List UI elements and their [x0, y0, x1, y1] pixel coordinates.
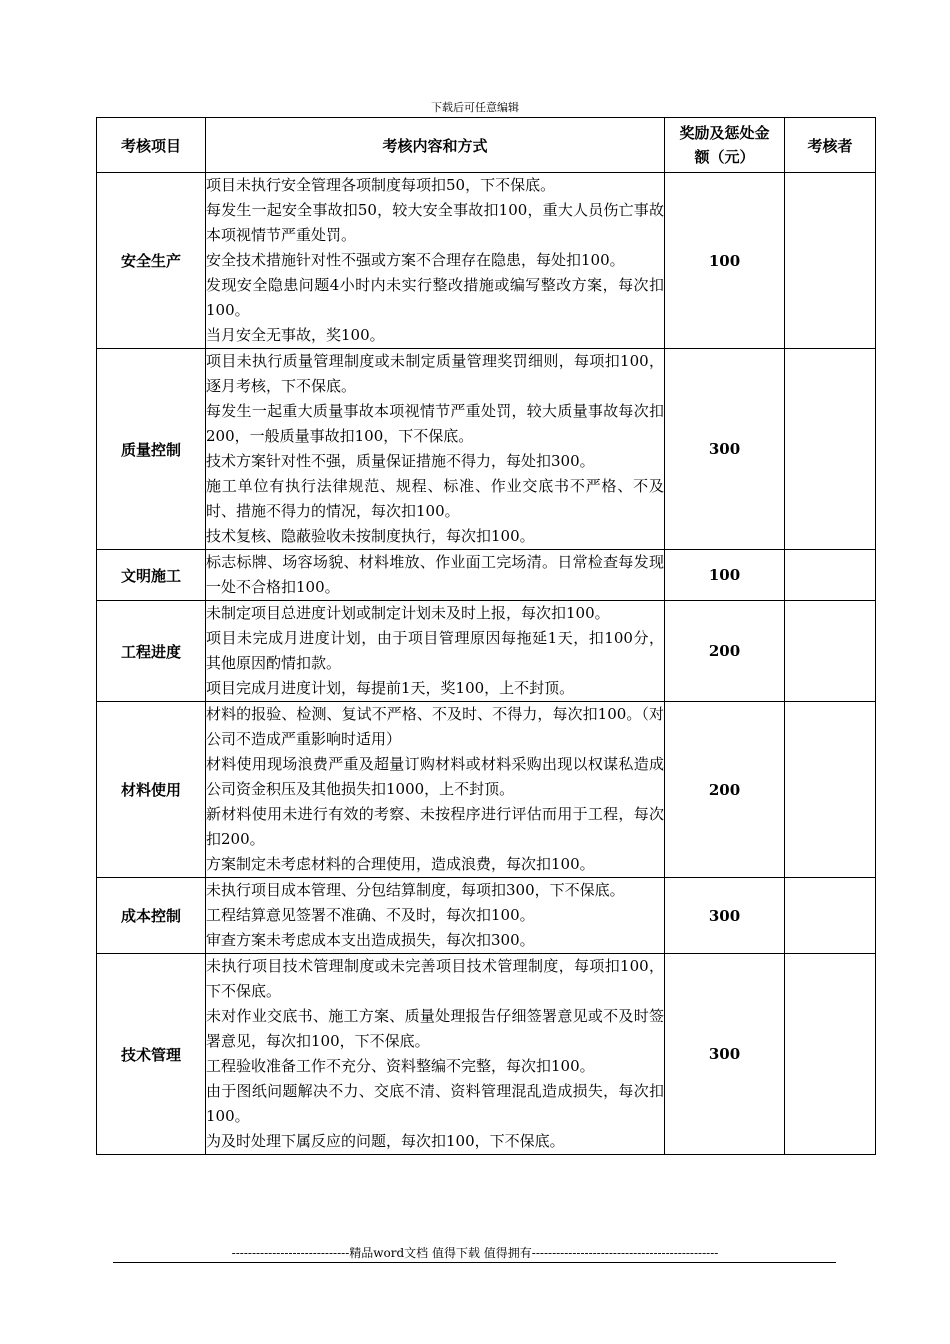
row-amount: 100: [665, 550, 785, 601]
header-amount: 奖励及惩处金额（元）: [665, 118, 785, 173]
row-amount: 300: [665, 954, 785, 1155]
table-row: [97, 702, 876, 878]
content-line: 为及时处理下属反应的问题，每次扣100，下不保底。: [206, 1132, 565, 1150]
header-content: 考核内容和方式: [206, 118, 665, 173]
row-assessor: [785, 173, 876, 349]
content-line: 项目未完成月进度计划，由于项目管理原因每拖延1天，扣100分，其他原因酌情扣款。: [206, 629, 664, 672]
content-line: 发现安全隐患问题4小时内未实行整改措施或编写整改方案，每次扣100。: [206, 276, 664, 319]
content-line: 工程结算意见签署不准确、不及时，每次扣100。: [206, 906, 535, 924]
row-content: [206, 349, 665, 550]
row-item-label: 安全生产: [97, 173, 206, 349]
row-item-label: 文明施工: [97, 550, 206, 601]
row-content: [206, 173, 665, 349]
row-amount: 200: [665, 702, 785, 878]
row-assessor: [785, 550, 876, 601]
row-item-label: 材料使用: [97, 702, 206, 878]
content-line: 项目完成月进度计划，每提前1天，奖100，上不封顶。: [206, 679, 575, 697]
row-content: [206, 550, 665, 601]
row-item-label: 成本控制: [97, 878, 206, 954]
row-amount: 300: [665, 878, 785, 954]
content-line: 未执行项目成本管理、分包结算制度，每项扣300，下不保底。: [206, 881, 625, 899]
row-assessor: [785, 878, 876, 954]
footer-divider: [113, 1262, 836, 1263]
row-content: [206, 702, 665, 878]
content-line: 项目未执行安全管理各项制度每项扣50，下不保底。: [206, 176, 556, 194]
header-item: 考核项目: [97, 118, 206, 173]
row-content: [206, 601, 665, 702]
row-assessor: [785, 702, 876, 878]
content-line: 项目未执行质量管理制度或未制定质量管理奖罚细则，每项扣100，逐月考核，下不保底。: [206, 352, 664, 395]
content-line: 材料的报验、检测、复试不严格、不及时、不得力，每次扣100。（对公司不造成严重影响时适用）: [206, 705, 664, 748]
content-line: 审查方案未考虑成本支出造成损失，每次扣300。: [206, 931, 535, 949]
assessment-table: [96, 117, 876, 1155]
content-line: 材料使用现场浪费严重及超量订购材料或材料采购出现以权谋私造成公司资金积压及其他损失扣1000，上不封顶。: [206, 755, 664, 798]
row-item-label: 工程进度: [97, 601, 206, 702]
table-header-row: [97, 118, 876, 173]
content-line: 安全技术措施针对性不强或方案不合理存在隐患，每处扣100。: [206, 251, 625, 269]
content-line: 技术方案针对性不强，质量保证措施不得力，每处扣300。: [206, 452, 595, 470]
header-note: 下载后可任意编辑: [431, 101, 519, 114]
header-assessor: 考核者: [785, 118, 876, 173]
table-row: [97, 954, 876, 1155]
content-line: 施工单位有执行法律规范、规程、标准、作业交底书不严格、不及时、措施不得力的情况，每次扣100。: [206, 477, 664, 520]
table-row: [97, 173, 876, 349]
row-assessor: [785, 349, 876, 550]
row-content: [206, 954, 665, 1155]
content-line: 每发生一起重大质量事故本项视情节严重处罚，较大质量事故每次扣200，一般质量事故扣100，下不保底。: [206, 402, 664, 445]
content-line: 方案制定未考虑材料的合理使用，造成浪费，每次扣100。: [206, 855, 595, 873]
row-assessor: [785, 601, 876, 702]
row-content: [206, 878, 665, 954]
table-row: [97, 550, 876, 601]
content-line: 当月安全无事故，奖100。: [206, 326, 385, 344]
content-line: 未制定项目总进度计划或制定计划未及时上报，每次扣100。: [206, 604, 610, 622]
footer-text: -----------------------------精品word文档 值得下载 值得拥有----------------------------------------------: [231, 1246, 719, 1260]
content-line: 未执行项目技术管理制度或未完善项目技术管理制度，每项扣100，下不保底。: [206, 957, 664, 1000]
content-line: 由于图纸问题解决不力、交底不清、资料管理混乱造成损失，每次扣100。: [206, 1082, 664, 1125]
row-assessor: [785, 954, 876, 1155]
content-line: 新材料使用未进行有效的考察、未按程序进行评估而用于工程，每次扣200。: [206, 805, 664, 848]
row-item-label: 质量控制: [97, 349, 206, 550]
table-row: [97, 601, 876, 702]
content-line: 技术复核、隐蔽验收未按制度执行，每次扣100。: [206, 527, 535, 545]
content-line: 标志标牌、场容场貌、材料堆放、作业面工完场清。日常检查每发现一处不合格扣100。: [206, 553, 664, 596]
row-amount: 200: [665, 601, 785, 702]
row-amount: 100: [665, 173, 785, 349]
content-line: 未对作业交底书、施工方案、质量处理报告仔细签署意见或不及时签署意见，每次扣100，下不保底。: [206, 1007, 664, 1050]
table-row: [97, 349, 876, 550]
row-amount: 300: [665, 349, 785, 550]
content-line: 每发生一起安全事故扣50，较大安全事故扣100，重大人员伤亡事故本项视情节严重处罚。: [206, 201, 664, 244]
table-row: [97, 878, 876, 954]
row-item-label: 技术管理: [97, 954, 206, 1155]
content-line: 工程验收准备工作不充分、资料整编不完整，每次扣100。: [206, 1057, 595, 1075]
